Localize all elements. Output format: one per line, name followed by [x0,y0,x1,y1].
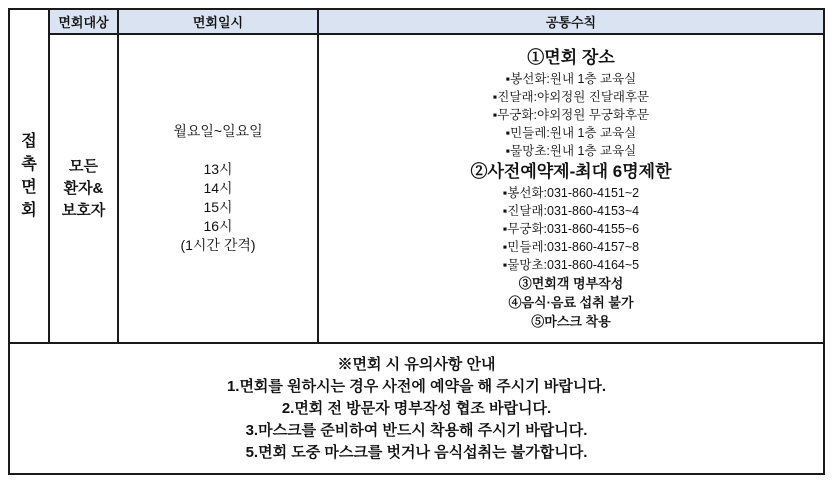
notice-title: ※면회 시 유의사항 안내 [337,355,496,373]
target-line: 모든 [69,157,98,175]
visit-type-char: 접 [21,133,37,150]
rule-place-item: ▪봉선화:원내 1층 교육실 [505,72,637,86]
rule-reservation-item: ▪봉선화:031-860-4151~2 [502,186,640,200]
rule-reservation-item: ▪무궁화:031-860-4155~6 [502,222,640,236]
schedule-time: 13시 [203,161,233,177]
rule-place-item: ▪무궁화:야외정원 무궁화후문 [492,108,650,122]
visitation-notice-table [8,8,825,475]
header-visit-target: 면회대상 [50,10,119,35]
rule-place-item: ▪민들레:원내 1층 교육실 [505,126,637,140]
notice-item: 2.면회 전 방문자 명부작성 협조 바랍니다. [281,399,552,417]
rule-extra-item: ③면회객 명부작성 [518,276,624,291]
notice-item: 3.마스크를 준비하여 반드시 착용해 주시기 바랍니다. [245,421,588,439]
common-rules-cell [319,35,823,342]
schedule-time: 15시 [203,199,233,215]
visit-target-cell [50,35,119,342]
target-line: 보호자 [61,201,106,219]
header-common-rules: 공통수칙 [319,10,823,35]
visit-type-char: 촉 [21,156,37,173]
rule-reservation-item: ▪진달래:031-860-4153~4 [502,204,640,218]
rule-reservation-item: ▪민들레:031-860-4157~8 [502,240,640,254]
rule-place-title: ①면회 장소 [527,48,615,67]
schedule-days: 월요일~일요일 [173,123,263,139]
notice-section [10,342,823,473]
visit-type-cell [10,10,50,342]
header-visit-schedule: 면회일시 [119,10,319,35]
schedule-time: 14시 [203,180,233,196]
rule-extra-item: ④음식·음료 섭취 불가 [508,295,634,310]
schedule-interval: (1시간 간격) [180,237,256,253]
rule-place-item: ▪물망초:원내 1층 교육실 [505,144,637,158]
notice-item: 1.면회를 원하시는 경우 사전에 예약을 해 주시기 바랍니다. [226,377,607,395]
target-line: 환자& [63,179,104,197]
visit-type-char: 회 [21,202,37,219]
visit-type-char: 면 [21,179,37,196]
visit-schedule-cell [119,35,319,342]
rule-place-item: ▪진달래:야외정원 진달래후문 [492,90,650,104]
notice-item: 5.면회 도중 마스크를 벗거나 음식섭취는 불가합니다. [245,443,588,461]
rule-extra-item: ⑤마스크 착용 [531,314,611,329]
rule-reservation-item: ▪물망초:031-860-4164~5 [502,258,640,272]
rule-reservation-title: ②사전예약제-최대 6명제한 [470,162,672,181]
schedule-time: 16시 [203,218,233,234]
